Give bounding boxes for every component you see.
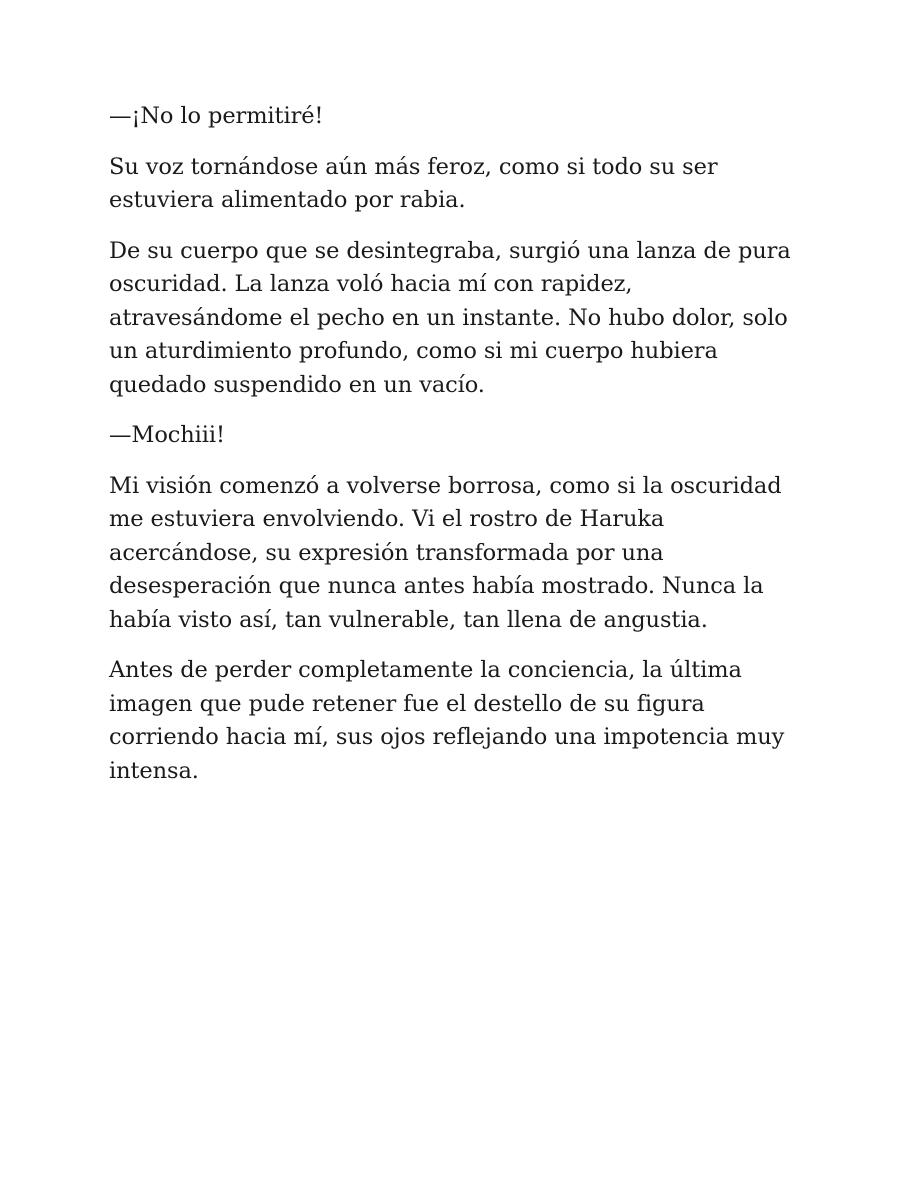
document-page bbox=[109, 100, 799, 805]
paragraph-6: Antes de perder completamente la conciencia, la última imagen que pude retener fue el destello de su figura corriendo hacia mí, sus ojos reflejando una impotencia muy intensa. bbox=[109, 657, 785, 784]
paragraph-5: Mi visión comenzó a volverse borrosa, como si la oscuridad me estuviera envolviendo. Vi el rostro de Haruka acercándose, su expresión transformada por una desesperación que nunca antes había mostrado. Nunca la había visto así, tan vulnerable, tan llena de angustia. bbox=[109, 472, 782, 633]
paragraph-dialogue-2: —Mochiii! bbox=[109, 422, 225, 448]
paragraph-3: De su cuerpo que se desintegraba, surgió una lanza de pura oscuridad. La lanza voló hacia mí con rapidez, atravesándome el pecho en un instante. No hubo dolor, solo un aturdimiento profundo, como si mi cuerpo hubiera quedado suspendido en un vacío. bbox=[109, 237, 791, 398]
paragraph-dialogue-1: —¡No lo permitiré! bbox=[109, 103, 324, 129]
paragraph-2: Su voz tornándose aún más feroz, como si todo su ser estuviera alimentado por rabia. bbox=[109, 153, 718, 213]
